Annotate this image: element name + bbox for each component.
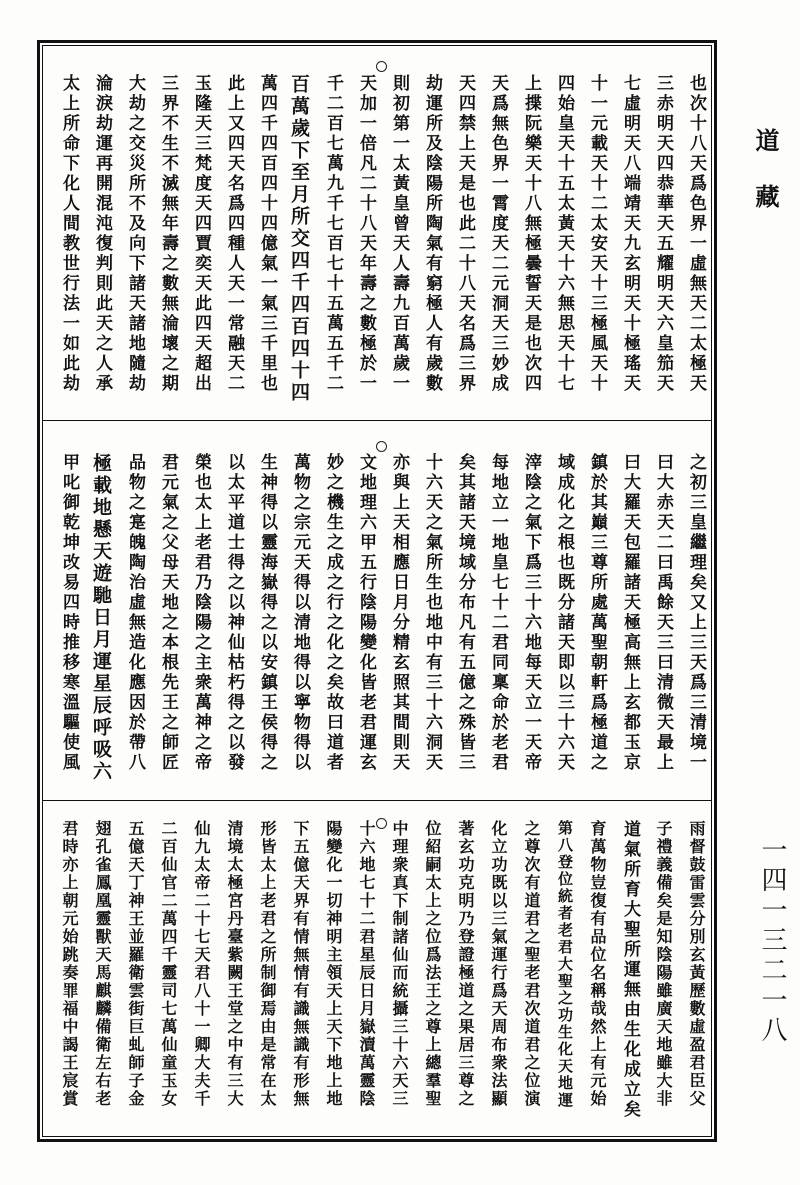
- text-column: 滓陰之氣下爲三十六地每天立一天帝: [521, 453, 541, 773]
- text-column: 矣其諸天境域分布凡有五億之殊皆三: [455, 453, 475, 773]
- collection-title: 道藏: [751, 128, 780, 240]
- text-column: 二百仙官二萬四千靈司七萬仙童玉女: [159, 820, 178, 1108]
- text-column: 以太平道士得之以神仙枯朽得之以發: [224, 453, 244, 773]
- text-column: 百萬歲下至月所交四千四百四十四: [288, 74, 310, 404]
- text-column: 也次十八天爲色界一虛無天二太極天: [686, 74, 706, 394]
- text-column: 萬四千四百四十四億氣一氣三千里也: [257, 74, 277, 394]
- text-column: 曰大赤天二曰禹餘天三曰清微天最上: [653, 453, 673, 773]
- text-column: 十六地七十二君星辰日月嶽瀆萬靈陰: [357, 820, 376, 1108]
- text-column: 此上又四天名爲四種人天一常融天二: [224, 74, 244, 394]
- text-column: 妙之機生之成之行之化之矣故曰道者: [323, 453, 343, 773]
- text-column: 大劫之交災所不及向下諸天諸地隨劫: [125, 74, 145, 394]
- text-column: 雨督鼓雷雲分別玄黃歷數虛盈君臣父: [687, 820, 706, 1108]
- text-column: 品物之寔魄陶治虛無造化應因於帶八: [125, 453, 145, 773]
- text-column: 仙九太帝二十七天君八十一卿大夫千: [192, 820, 211, 1108]
- text-column: 淪淚劫運再開混沌復判則此天之人承: [92, 74, 112, 394]
- text-column: 鎮於其巔三尊所處萬聖朝軒爲極道之: [587, 453, 607, 773]
- text-column: 生神得以靈海嶽得之以安鎮王侯得之: [257, 453, 277, 773]
- text-column: 亦與上天相應日月分精玄照其間則天: [389, 453, 409, 773]
- text-column: 三界不生不滅無年壽之數無淪壞之期: [158, 74, 178, 394]
- text-column: 十一元載天十二太安天十三極風天十: [587, 74, 607, 394]
- text-column: 劫運所及陰陽所陶氣有窮極人有歲數: [422, 74, 442, 394]
- text-column: 形皆太上老君之所制御焉由是常在太: [258, 820, 277, 1108]
- text-column: 域成化之根也既分諸天即以三十六天: [554, 453, 574, 773]
- text-column: 曰大羅天包羅諸天極高無上玄都玉京: [620, 453, 640, 773]
- text-column: 位紹嗣太上之位爲法王之尊上總羣聖: [423, 820, 442, 1108]
- text-column: 甲叱御乾坤改易四時推移寒溫驅使風: [59, 453, 79, 773]
- text-column: 君元氣之父母天地之本根先王之師匠: [158, 453, 178, 773]
- text-column: 清境太極宮丹臺紫闕王堂之中有三大: [225, 820, 244, 1108]
- text-column: 第八登位統者老君大聖之功生化天地運: [556, 820, 574, 1109]
- text-column: 三赤明天四恭華天五耀明天六皇笳天: [653, 74, 673, 394]
- text-column: 千二百七萬九千七百七十五萬五千二: [323, 74, 343, 394]
- text-column: 君時亦上朝元始跳奏罪福中謁王宸賞: [60, 820, 79, 1108]
- text-column: 萬物之宗元天得以清地得以寧物得以: [290, 453, 310, 773]
- text-column: 陽變化一切神明主領天上天下地上地: [324, 820, 343, 1108]
- text-column: 文地理六甲五行陰陽變化皆老君運玄: [356, 453, 376, 773]
- circle-mark-3: [376, 818, 387, 829]
- text-column: 翅孔雀鳳凰靈獸天馬麒麟備衛左右老: [93, 820, 112, 1108]
- text-column: 每地立一地皇七十二君同稟命於老君: [488, 453, 508, 773]
- text-column: 道氣所育大聖所運無由生化成立矣: [620, 820, 640, 1120]
- panel-divider-1: [42, 420, 712, 421]
- text-column: 天爲無色界一霄度天二元洞天三妙成: [488, 74, 508, 394]
- text-column: 下五億天界有情無情有識無識有形無: [291, 820, 310, 1108]
- text-column: 著玄功克明乃登證極道之果居三尊之: [456, 820, 475, 1108]
- text-column: 玉隆天三梵度天四賈奕天此四天超出: [191, 74, 211, 394]
- text-column: 天四禁上天是也此二十八天名爲三界: [455, 74, 475, 394]
- text-column: 榮也太上老君乃陰陽之主衆萬神之帝: [191, 453, 211, 773]
- text-column: 子禮義備矣是知陰陽雖廣天地雖大非: [654, 820, 673, 1108]
- text-column: 十六天之氣所生也地中有三十六洞天: [422, 453, 442, 773]
- text-column: 之尊次有道君之聖老君次道君之位演: [522, 820, 541, 1108]
- text-column: 中理衆真下制諸仙而統攝三十六天三: [390, 820, 409, 1108]
- text-column: 育萬物豈復有品位名稱哉然上有元始: [588, 820, 607, 1108]
- text-column: 上揲阮樂天十八無極曇誓天是也次四: [521, 74, 541, 394]
- text-column: 五億天丁神王並羅衛雲街巨虬師子金: [126, 820, 145, 1108]
- circle-mark-1: [376, 61, 387, 72]
- text-column: 七虛明天八端靖天九玄明天十極瑤天: [620, 74, 640, 394]
- text-column: 化立功既以三氣運行爲天周布衆法顯: [489, 820, 508, 1108]
- page-number: 一四一三二一八: [757, 836, 787, 1046]
- text-column: 極載地懸天遊馳日月運星辰呼吸六: [90, 453, 112, 783]
- text-column: 天加一倍凡二十八天年壽之數極於一: [356, 74, 376, 394]
- text-column: 太上所命下化人間教世行法一如此劫: [59, 74, 79, 394]
- panel-divider-2: [42, 800, 712, 801]
- circle-mark-2: [376, 441, 387, 452]
- text-column: 四始皇天十五太黃天十六無思天十七: [554, 74, 574, 394]
- text-column: 則初第一太黃皇曾天人壽九百萬歲一: [389, 74, 409, 394]
- text-column: 之初三皇繼理矣又上三天爲三清境一: [686, 453, 706, 773]
